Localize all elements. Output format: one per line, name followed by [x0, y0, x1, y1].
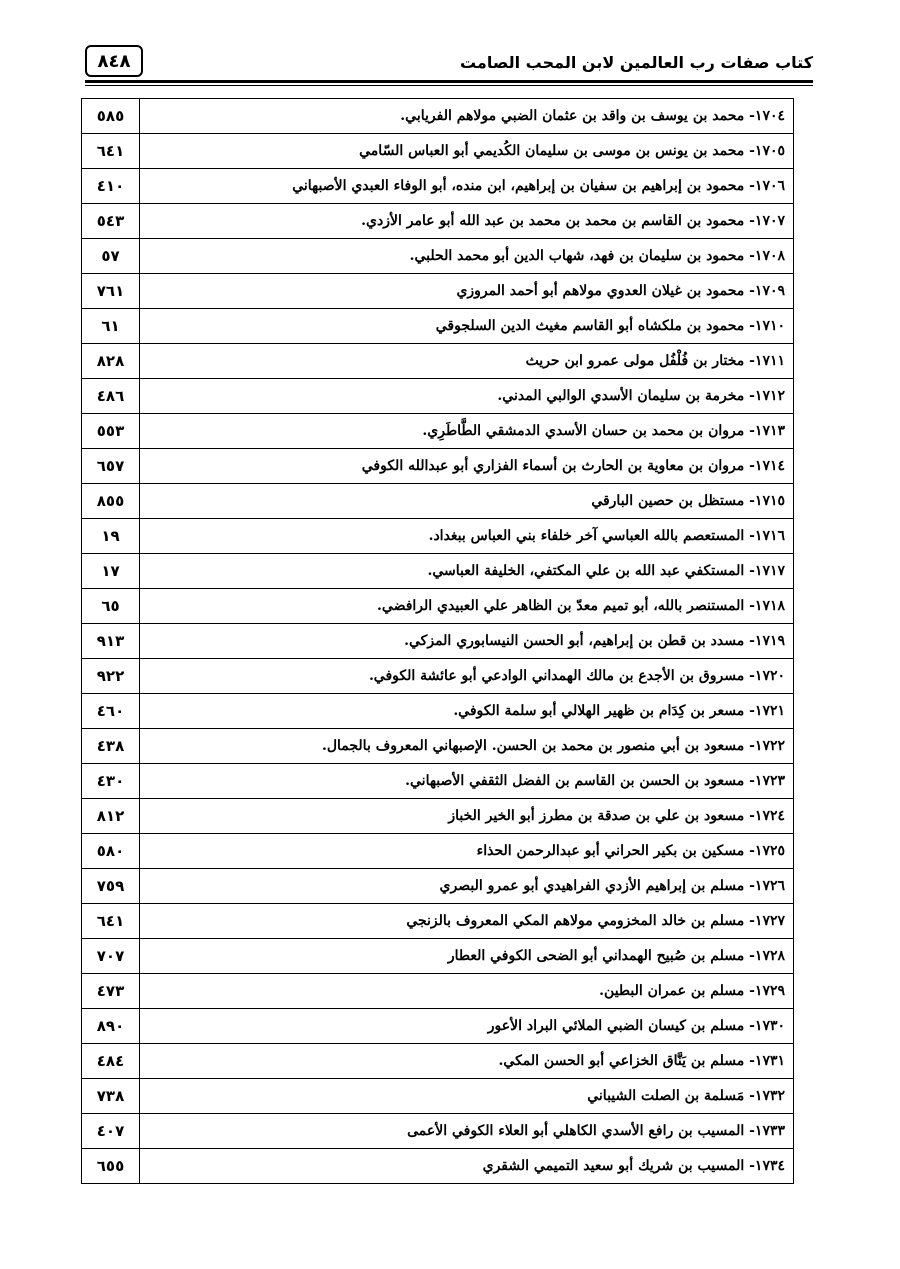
row-page-number: ٦٤١ [82, 134, 140, 169]
table-row [82, 764, 794, 799]
row-page-number: ٦٥٥ [82, 1149, 140, 1184]
row-entry: ١٧٠٩- محمود بن غيلان العدوي مولاهم أبو أحمد المروزي [140, 274, 794, 309]
row-entry: ١٧٢٨- مسلم بن صُبيح الهمداني أبو الضحى الكوفي العطار [140, 939, 794, 974]
row-page-number: ٥٨٥ [82, 99, 140, 134]
table-row [82, 659, 794, 694]
row-entry: ١٧١٢- مخرمة بن سليمان الأسدي الوالبي المدني. [140, 379, 794, 414]
table-row [82, 379, 794, 414]
row-page-number: ١٩ [82, 519, 140, 554]
page-number-box [85, 45, 143, 77]
table-row [82, 554, 794, 589]
row-page-number: ٤٨٤ [82, 1044, 140, 1079]
row-entry: ١٧٠٨- محمود بن سليمان بن فهد، شهاب الدين أبو محمد الحلبي. [140, 239, 794, 274]
table-row [82, 799, 794, 834]
table-row [82, 834, 794, 869]
table-row [82, 99, 794, 134]
row-page-number: ٦٤١ [82, 904, 140, 939]
header-rule-thick [85, 80, 813, 83]
row-entry: ١٧١٤- مروان بن معاوية بن الحارث بن أسماء الفزاري أبو عبدالله الكوفي [140, 449, 794, 484]
row-entry: ١٧٢٣- مسعود بن الحسن بن القاسم بن الفضل الثقفي الأصبهاني. [140, 764, 794, 799]
table-row [82, 344, 794, 379]
index-table-body [82, 99, 794, 1184]
row-page-number: ٦١ [82, 309, 140, 344]
table-row [82, 694, 794, 729]
row-entry: ١٧١٨- المستنصر بالله، أبو تميم معدّ بن الظاهر علي العبيدي الرافضي. [140, 589, 794, 624]
table-row [82, 1114, 794, 1149]
table-row [82, 484, 794, 519]
table-row [82, 624, 794, 659]
row-page-number: ٧٣٨ [82, 1079, 140, 1114]
row-page-number: ٤٦٠ [82, 694, 140, 729]
table-row [82, 309, 794, 344]
book-title: كتاب صفات رب العالمين لابن المحب الصامت [459, 53, 813, 72]
table-row [82, 519, 794, 554]
table-row [82, 869, 794, 904]
row-page-number: ٦٥ [82, 589, 140, 624]
row-page-number: ٥٤٣ [82, 204, 140, 239]
row-entry: ١٧١٣- مروان بن محمد بن حسان الأسدي الدمشقي الطَّاطَرِي. [140, 414, 794, 449]
table-row [82, 1079, 794, 1114]
row-entry: ١٧٢٠- مسروق بن الأجدع بن مالك الهمداني الوادعي أبو عائشة الكوفي. [140, 659, 794, 694]
row-page-number: ٩١٣ [82, 624, 140, 659]
table-row [82, 169, 794, 204]
row-entry: ١٧٠٦- محمود بن إبراهيم بن سفيان بن إبراهيم، ابن منده، أبو الوفاء العبدي الأصبهاني [140, 169, 794, 204]
table-row [82, 904, 794, 939]
page-header [85, 45, 813, 81]
table-row [82, 274, 794, 309]
row-page-number: ٨١٢ [82, 799, 140, 834]
table-row [82, 134, 794, 169]
row-page-number: ٤١٠ [82, 169, 140, 204]
row-entry: ١٧٣١- مسلم بن يَنَّاق الخزاعي أبو الحسن المكي. [140, 1044, 794, 1079]
row-page-number: ٥٥٣ [82, 414, 140, 449]
table-row [82, 204, 794, 239]
row-page-number: ٥٨٠ [82, 834, 140, 869]
row-page-number: ٥٧ [82, 239, 140, 274]
row-entry: ١٧٠٤- محمد بن يوسف بن واقد بن عثمان الضبي مولاهم الفريابي. [140, 99, 794, 134]
table-row [82, 239, 794, 274]
row-entry: ١٧٢٦- مسلم بن إبراهيم الأزدي الفراهيدي أبو عمرو البصري [140, 869, 794, 904]
header-rule-thin [85, 85, 813, 86]
table-row [82, 939, 794, 974]
row-entry: ١٧٣٢- مَسلمة بن الصلت الشيباني [140, 1079, 794, 1114]
row-page-number: ٨٩٠ [82, 1009, 140, 1044]
row-page-number: ٤٣٨ [82, 729, 140, 764]
row-entry: ١٧٢٥- مسكين بن بكير الحراني أبو عبدالرحمن الحذاء [140, 834, 794, 869]
row-entry: ١٧٠٥- محمد بن يونس بن موسى بن سليمان الكُديمي أبو العباس السّامي [140, 134, 794, 169]
table-row [82, 1044, 794, 1079]
table-row [82, 589, 794, 624]
row-entry: ١٧٣٣- المسيب بن رافع الأسدي الكاهلي أبو العلاء الكوفي الأعمى [140, 1114, 794, 1149]
table-row [82, 414, 794, 449]
table-row [82, 1149, 794, 1184]
row-entry: ١٧٠٧- محمود بن القاسم بن محمد بن محمد بن عبد الله أبو عامر الأزدي. [140, 204, 794, 239]
row-page-number: ٧٦١ [82, 274, 140, 309]
row-page-number: ٨٢٨ [82, 344, 140, 379]
row-entry: ١٧١٩- مسدد بن قطن بن إبراهيم، أبو الحسن النيسابوري المزكي. [140, 624, 794, 659]
row-page-number: ٧٠٧ [82, 939, 140, 974]
row-page-number: ٧٥٩ [82, 869, 140, 904]
table-row [82, 449, 794, 484]
row-entry: ١٧١٠- محمود بن ملكشاه أبو القاسم مغيث الدين السلجوقي [140, 309, 794, 344]
row-page-number: ٤٠٧ [82, 1114, 140, 1149]
row-entry: ١٧٣٠- مسلم بن كيسان الضبي الملائي البراد الأعور [140, 1009, 794, 1044]
row-entry: ١٧١٧- المستكفي عبد الله بن علي المكتفي، الخليفة العباسي. [140, 554, 794, 589]
row-page-number: ٤٣٠ [82, 764, 140, 799]
table-row [82, 729, 794, 764]
row-entry: ١٧٢٢- مسعود بن أبي منصور بن محمد بن الحسن. الإصبهاني المعروف بالجمال. [140, 729, 794, 764]
row-page-number: ٦٥٧ [82, 449, 140, 484]
row-page-number: ١٧ [82, 554, 140, 589]
row-page-number: ٤٧٣ [82, 974, 140, 1009]
row-page-number: ٩٢٢ [82, 659, 140, 694]
page-number: ٨٤٨ [97, 50, 131, 72]
row-entry: ١٧١٦- المستعصم بالله العباسي آخر خلفاء بني العباس ببغداد. [140, 519, 794, 554]
row-page-number: ٤٨٦ [82, 379, 140, 414]
row-entry: ١٧١٥- مستظل بن حصين البارقي [140, 484, 794, 519]
row-page-number: ٨٥٥ [82, 484, 140, 519]
row-entry: ١٧٢٤- مسعود بن علي بن صدقة بن مطرز أبو الخير الخباز [140, 799, 794, 834]
index-table [81, 98, 794, 1184]
table-row [82, 1009, 794, 1044]
row-entry: ١٧٢٩- مسلم بن عمران البطين. [140, 974, 794, 1009]
row-entry: ١٧٢١- مسعر بن كِدَام بن ظهير الهلالي أبو سلمة الكوفي. [140, 694, 794, 729]
row-entry: ١٧٢٧- مسلم بن خالد المخزومي مولاهم المكي المعروف بالزنجي [140, 904, 794, 939]
row-entry: ١٧٣٤- المسيب بن شريك أبو سعيد التميمي الشقري [140, 1149, 794, 1184]
table-row [82, 974, 794, 1009]
row-entry: ١٧١١- مختار بن فُلْفُل مولى عمرو ابن حريث [140, 344, 794, 379]
